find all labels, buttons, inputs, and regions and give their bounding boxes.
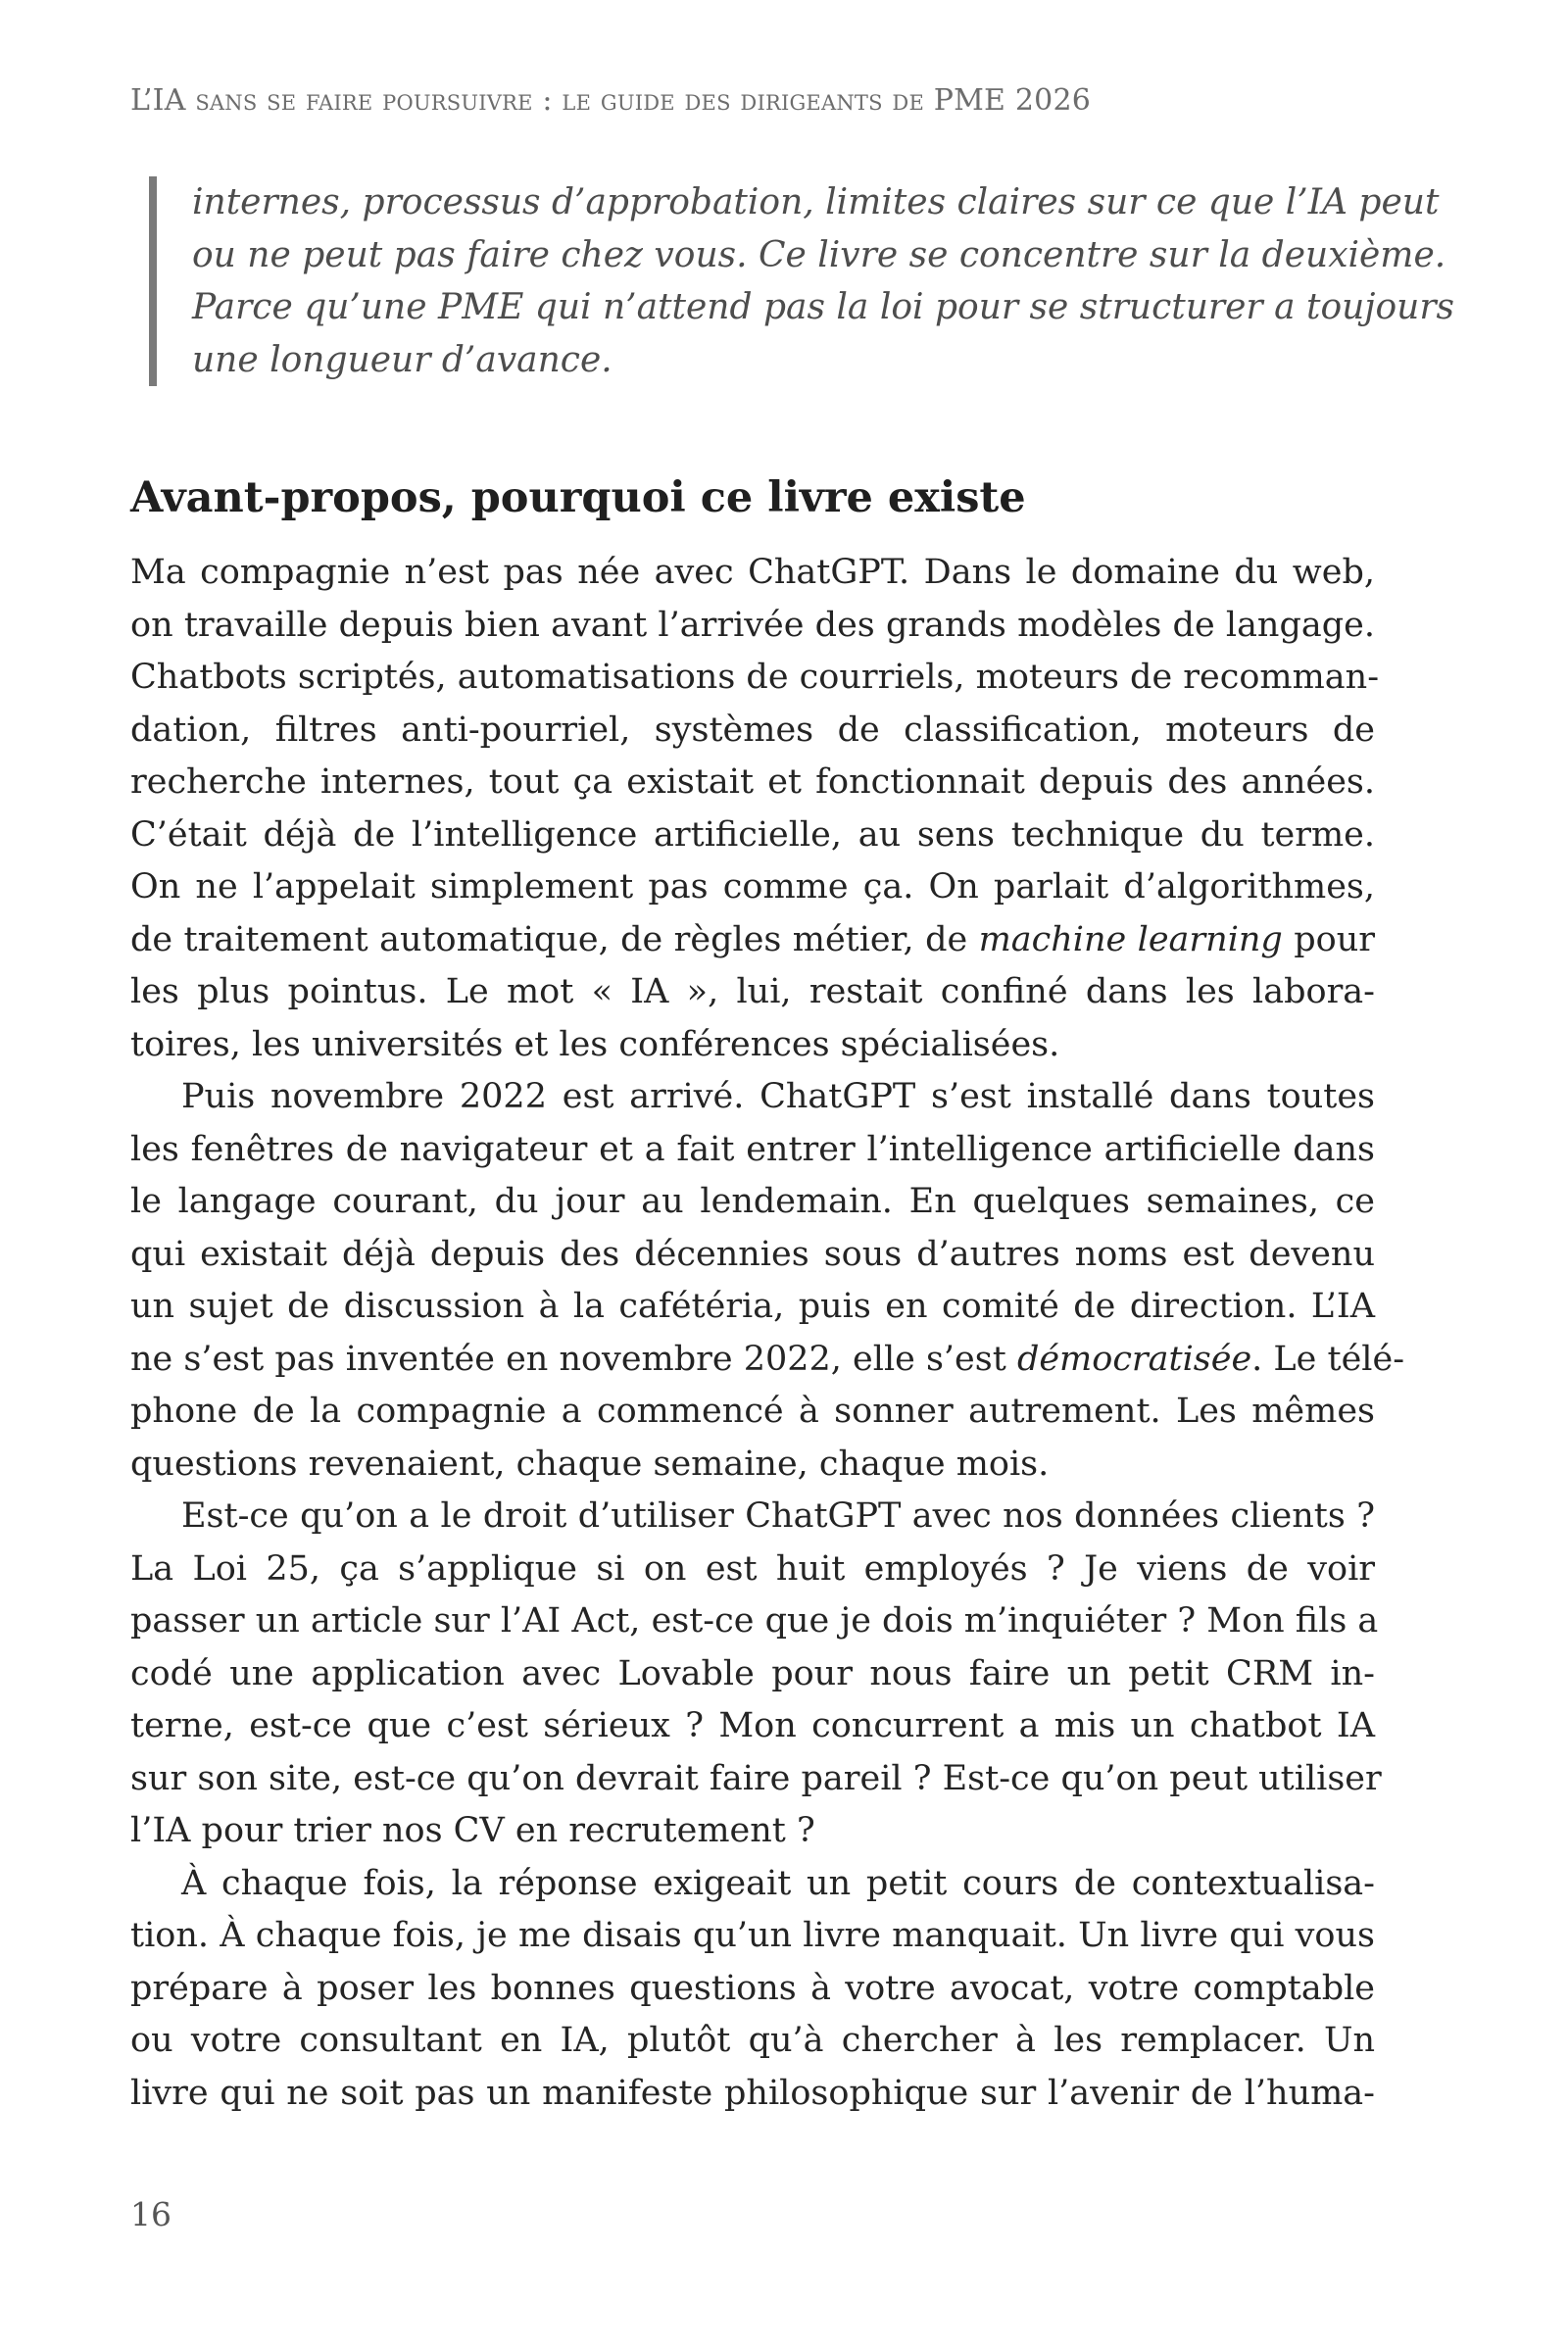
running-title-small-caps: sans se faire poursuivre : le guide des dirigeants de bbox=[185, 83, 934, 118]
paragraph-line: tion. À chaque fois, je me disais qu’un livre manquait. Un livre qui vous bbox=[130, 1916, 1375, 1955]
paragraph-line: On ne l’appelait simplement pas comme ça. On parlait d’algorithmes, bbox=[130, 867, 1375, 906]
paragraph-line: La Loi 25, ça s’applique si on est huit employés ? Je viens de voir bbox=[130, 1548, 1375, 1589]
body-text bbox=[130, 547, 1405, 2120]
paragraph-line: phone de la compagnie a commencé à sonner autrement. Les mêmes bbox=[130, 1392, 1375, 1431]
paragraph-line: Ma compagnie n’est pas née avec ChatGPT. Dans le domaine du web, bbox=[130, 553, 1375, 592]
paragraph-line: qui existait déjà depuis des décennies sous d’autres noms est devenu bbox=[130, 1234, 1375, 1274]
running-title-suffix: PME 2026 bbox=[933, 83, 1092, 118]
paragraph-line: C’était déjà de l’intelligence artificielle, au sens technique du terme. bbox=[130, 814, 1375, 855]
paragraph-line: toires, les universités et les conférences spécialisées. bbox=[130, 1024, 1060, 1064]
line-text: ne s’est pas inventée en novembre 2022, elle s’est bbox=[130, 1339, 1017, 1379]
paragraph-line: ou votre consultant en IA, plutôt qu’à chercher à les remplacer. Un bbox=[130, 2021, 1375, 2060]
paragraph-line: sur son site, est-ce qu’on devrait faire pareil ? Est-ce qu’on peut utiliser bbox=[130, 1758, 1382, 1798]
paragraph-line: codé une application avec Lovable pour nous faire un petit CRM in- bbox=[130, 1653, 1375, 1693]
paragraph-line: le langage courant, du jour au lendemain. En quelques semaines, ce bbox=[130, 1182, 1375, 1221]
paragraph-line: les plus pointus. Le mot « IA », lui, restait confiné dans les labora- bbox=[130, 972, 1375, 1011]
paragraph-line: livre qui ne soit pas un manifeste philosophique sur l’avenir de l’huma- bbox=[130, 2073, 1375, 2113]
paragraph-line: terne, est-ce que c’est sérieux ? Mon concurrent a mis un chatbot IA bbox=[130, 1706, 1375, 1745]
page-number: 16 bbox=[130, 2195, 172, 2233]
paragraph-line: les fenêtres de navigateur et a fait entrer l’intelligence artificielle dans bbox=[130, 1129, 1375, 1169]
italic-term: démocratisée bbox=[1016, 1339, 1252, 1379]
paragraph-line: un sujet de discussion à la cafétéria, puis en comité de direction. L’IA bbox=[130, 1287, 1375, 1326]
paragraph-line: prépare à poser les bonnes questions à votre avocat, votre comptable bbox=[130, 1968, 1375, 2008]
line-text: de traitement automatique, de règles métier, de bbox=[130, 919, 979, 959]
paragraph-line: À chaque fois, la réponse exigeait un petit cours de contextualisa- bbox=[181, 1863, 1375, 1903]
line-text: pour bbox=[1282, 919, 1375, 959]
paragraph-line: recherche internes, tout ça existait et fonctionnait depuis des années. bbox=[130, 762, 1375, 802]
paragraph-line: Chatbots scriptés, automatisations de courriels, moteurs de recomman- bbox=[130, 658, 1380, 697]
section-heading: Avant-propos, pourquoi ce livre existe bbox=[130, 473, 1026, 522]
pull-quote bbox=[149, 176, 1455, 386]
paragraph-line: l’IA pour trier nos CV en recrutement ? bbox=[130, 1811, 815, 1850]
paragraph-line bbox=[130, 914, 1375, 967]
paragraph-line: dation, filtres anti-pourriel, systèmes de classification, moteurs de bbox=[130, 710, 1375, 750]
paragraph-line: Puis novembre 2022 est arrivé. ChatGPT s’est installé dans toutes bbox=[181, 1077, 1375, 1116]
line-text: . Le télé- bbox=[1251, 1339, 1405, 1379]
paragraph-line: on travaille depuis bien avant l’arrivée des grands modèles de langage. bbox=[130, 605, 1375, 645]
italic-term: machine learning bbox=[978, 919, 1283, 959]
running-header bbox=[130, 82, 1424, 120]
quote-line: ou ne peut pas faire chez vous. Ce livre se concentre sur la deuxième. bbox=[192, 234, 1446, 275]
running-title-prefix: L’IA bbox=[130, 83, 186, 118]
quote-line: internes, processus d’approbation, limites claires sur ce que l’IA peut bbox=[192, 182, 1440, 222]
paragraph-line: passer un article sur l’AI Act, est-ce que je dois m’inquiéter ? Mon fils a bbox=[130, 1601, 1379, 1641]
paragraph-line: questions revenaient, chaque semaine, chaque mois. bbox=[130, 1444, 1050, 1484]
quote-line: une longueur d’avance. bbox=[192, 339, 612, 380]
paragraph-line: Est-ce qu’on a le droit d’utiliser ChatGPT avec nos données clients ? bbox=[181, 1496, 1375, 1536]
quote-line: Parce qu’une PME qui n’attend pas la loi pour se structurer a toujours bbox=[192, 287, 1455, 327]
paragraph-line bbox=[130, 1334, 1405, 1387]
